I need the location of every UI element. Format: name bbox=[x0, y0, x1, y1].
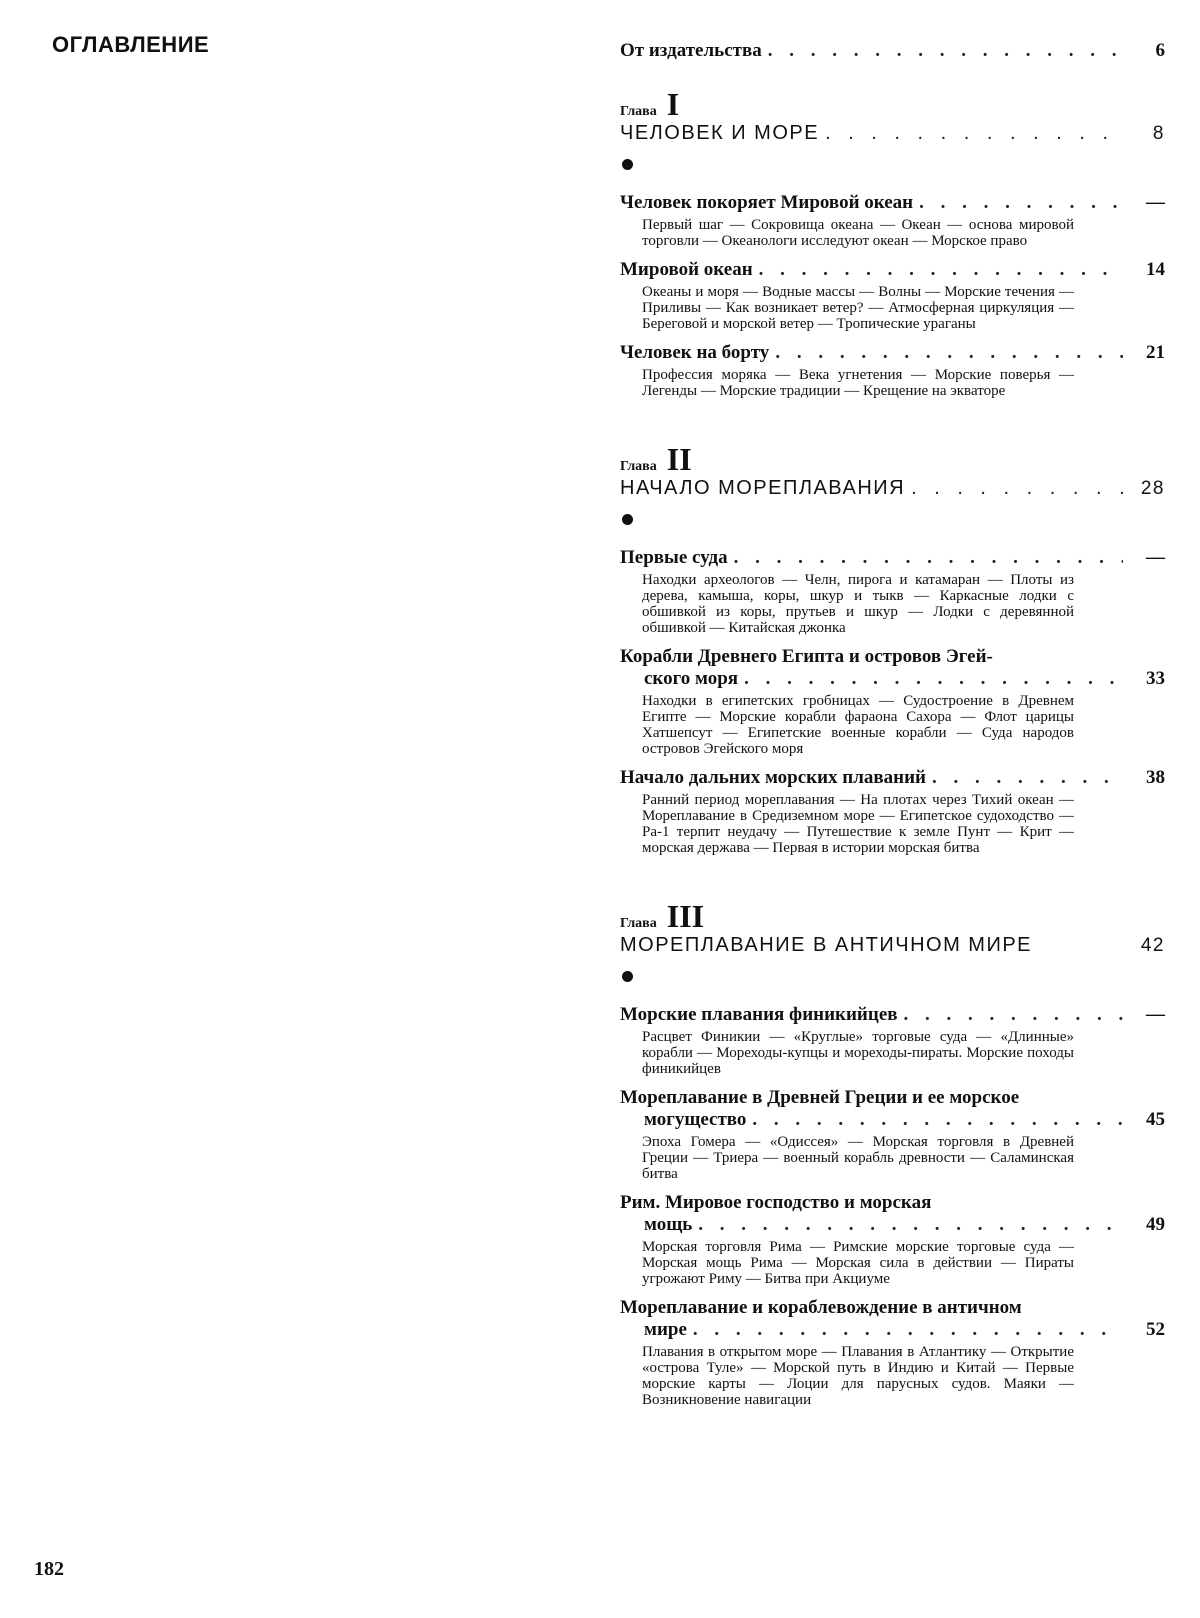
section-page: — bbox=[1146, 547, 1165, 568]
toc-entry-foreword[interactable] bbox=[620, 40, 1165, 62]
section-description: Эпоха Гомера — «Одиссея» — Морская торговля в Древней Греции — Триера — военный корабль древности — Саламинская битва bbox=[642, 1134, 1074, 1182]
chapter-label bbox=[620, 900, 1165, 932]
toc-section[interactable] bbox=[620, 646, 1165, 757]
toc-section[interactable] bbox=[620, 259, 1165, 332]
section-description: Океаны и моря — Водные массы — Волны — Морские течения — Приливы — Как возникает ветер? — Атмосферная циркуляция — Береговой и морской ветер — Тропические ураганы bbox=[642, 284, 1074, 332]
page-heading: ОГЛАВЛЕНИЕ bbox=[52, 32, 210, 57]
chapter-page: 42 bbox=[1140, 935, 1165, 956]
dot-leader bbox=[693, 1319, 1123, 1341]
section-page: 14 bbox=[1146, 259, 1165, 280]
section-title: Мировой океан bbox=[620, 259, 753, 280]
section-description: Находки в египетских гробницах — Судостроение в Древнем Египте — Морские корабли фараона Сахора — Флот царицы Хатшепсут — Египетские военные корабли — Суда народов островов Эгейского моря bbox=[642, 693, 1074, 757]
bullet-icon bbox=[622, 971, 633, 982]
toc-section[interactable] bbox=[620, 547, 1165, 636]
dot-leader bbox=[752, 1109, 1123, 1131]
dot-leader bbox=[698, 1214, 1123, 1236]
dot-leader bbox=[904, 1004, 1123, 1026]
section-title-line1: Мореплавание и кораблевождение в античном bbox=[620, 1297, 1022, 1318]
toc-section[interactable] bbox=[620, 1192, 1165, 1287]
section-page: 38 bbox=[1146, 767, 1165, 788]
chapter-title: ЧЕЛОВЕК И МОРЕ bbox=[620, 122, 820, 144]
section-title: Начало дальних морских плаваний bbox=[620, 767, 926, 788]
dot-leader bbox=[759, 259, 1123, 281]
chapter-word: Глава bbox=[620, 459, 657, 474]
section-description: Профессия моряка — Века угнетения — Морские поверья — Легенды — Морские традиции — Крещение на экваторе bbox=[642, 367, 1074, 399]
section-page: 45 bbox=[1146, 1109, 1165, 1130]
section-title-line1: Корабли Древнего Египта и островов Эгей- bbox=[620, 646, 993, 667]
section-description: Ранний период мореплавания — На плотах через Тихий океан — Мореплавание в Средиземном море — Египетское судоходство — Ра-1 терпит неудачу — Путешествие к земле Пунт — Крит — морская держава — Первая в истории морская битва bbox=[642, 792, 1074, 856]
section-title-line1: Рим. Мировое господство и морская bbox=[620, 1192, 932, 1213]
toc-section[interactable] bbox=[620, 767, 1165, 856]
section-description: Первый шаг — Сокровища океана — Океан — основа мировой торговли — Океанологи исследуют океан — Морское право bbox=[642, 217, 1074, 249]
dot-leader bbox=[932, 767, 1123, 789]
chapter-title: МОРЕПЛАВАНИЕ В АНТИЧНОМ МИРЕ bbox=[620, 934, 1032, 956]
section-page: — bbox=[1146, 192, 1165, 213]
dot-leader bbox=[744, 668, 1123, 690]
bullet-icon bbox=[622, 159, 633, 170]
chapter-word: Глава bbox=[620, 104, 657, 119]
toc-section[interactable] bbox=[620, 192, 1165, 249]
chapter-label bbox=[620, 443, 1165, 475]
chapter-label bbox=[620, 88, 1165, 120]
toc-section[interactable] bbox=[620, 1297, 1165, 1408]
section-page: 33 bbox=[1146, 668, 1165, 689]
bullet-icon bbox=[622, 514, 633, 525]
toc-section[interactable] bbox=[620, 1004, 1165, 1077]
chapter-word: Глава bbox=[620, 916, 657, 931]
chapter-numeral: III bbox=[666, 898, 705, 934]
toc-section[interactable] bbox=[620, 1087, 1165, 1182]
dot-leader bbox=[825, 122, 1123, 145]
dot-leader bbox=[919, 192, 1123, 214]
chapter-numeral: I bbox=[666, 86, 680, 122]
chapter-page: 8 bbox=[1152, 123, 1165, 144]
section-title-line2: мире bbox=[644, 1319, 687, 1340]
section-description: Морская торговля Рима — Римские морские торговые суда — Морская мощь Рима — Морская сила в действии — Пираты угрожают Риму — Битва при Акциуме bbox=[642, 1239, 1074, 1287]
chapter-3 bbox=[620, 900, 1165, 1408]
dot-leader bbox=[911, 477, 1123, 500]
chapter-page: 28 bbox=[1140, 478, 1165, 499]
chapter-title-row[interactable] bbox=[620, 934, 1165, 957]
table-of-contents bbox=[620, 40, 1165, 1418]
section-title: Морские плавания финикийцев bbox=[620, 1004, 898, 1025]
section-title-line1: Мореплавание в Древней Греции и ее морское bbox=[620, 1087, 1020, 1108]
chapter-title-row[interactable] bbox=[620, 122, 1165, 145]
section-title-line2: могущество bbox=[644, 1109, 747, 1130]
section-title: Человек покоряет Мировой океан bbox=[620, 192, 914, 213]
chapter-numeral: II bbox=[666, 441, 692, 477]
section-description: Расцвет Финикии — «Круглые» торговые суда — «Длинные» корабли — Мореходы-купцы и мореходы-пираты. Морские походы финикийцев bbox=[642, 1029, 1074, 1077]
section-title-line2: мощь bbox=[644, 1214, 693, 1235]
toc-section[interactable] bbox=[620, 342, 1165, 399]
section-description: Плавания в открытом море — Плавания в Атлантику — Открытие «острова Туле» — Морской путь в Индию и Китай — Первые морские карты — Лоции для парусных судов. Маяки — Возникновение навигации bbox=[642, 1344, 1074, 1408]
chapter-2 bbox=[620, 443, 1165, 856]
entry-title: От издательства bbox=[620, 40, 762, 61]
section-page: 49 bbox=[1146, 1214, 1165, 1235]
section-title: Первые суда bbox=[620, 547, 728, 568]
section-title-line2: ского моря bbox=[644, 668, 739, 689]
chapter-1 bbox=[620, 88, 1165, 399]
section-page: — bbox=[1146, 1004, 1165, 1025]
page-number: 182 bbox=[34, 1558, 64, 1580]
chapter-title: НАЧАЛО МОРЕПЛАВАНИЯ bbox=[620, 477, 906, 499]
entry-page: 6 bbox=[1155, 40, 1165, 61]
dot-leader bbox=[775, 342, 1123, 364]
section-page: 52 bbox=[1146, 1319, 1165, 1340]
section-title: Человек на борту bbox=[620, 342, 770, 363]
chapter-title-row[interactable] bbox=[620, 477, 1165, 500]
section-description: Находки археологов — Челн, пирога и катамаран — Плоты из дерева, камыша, коры, шкур и тыкв — Каркасные лодки с обшивкой из коры, прутьев и шкур — Лодки с деревянной обшивкой — Китайская джонка bbox=[642, 572, 1074, 636]
dot-leader bbox=[734, 547, 1123, 569]
dot-leader bbox=[768, 40, 1123, 62]
section-page: 21 bbox=[1146, 342, 1165, 363]
